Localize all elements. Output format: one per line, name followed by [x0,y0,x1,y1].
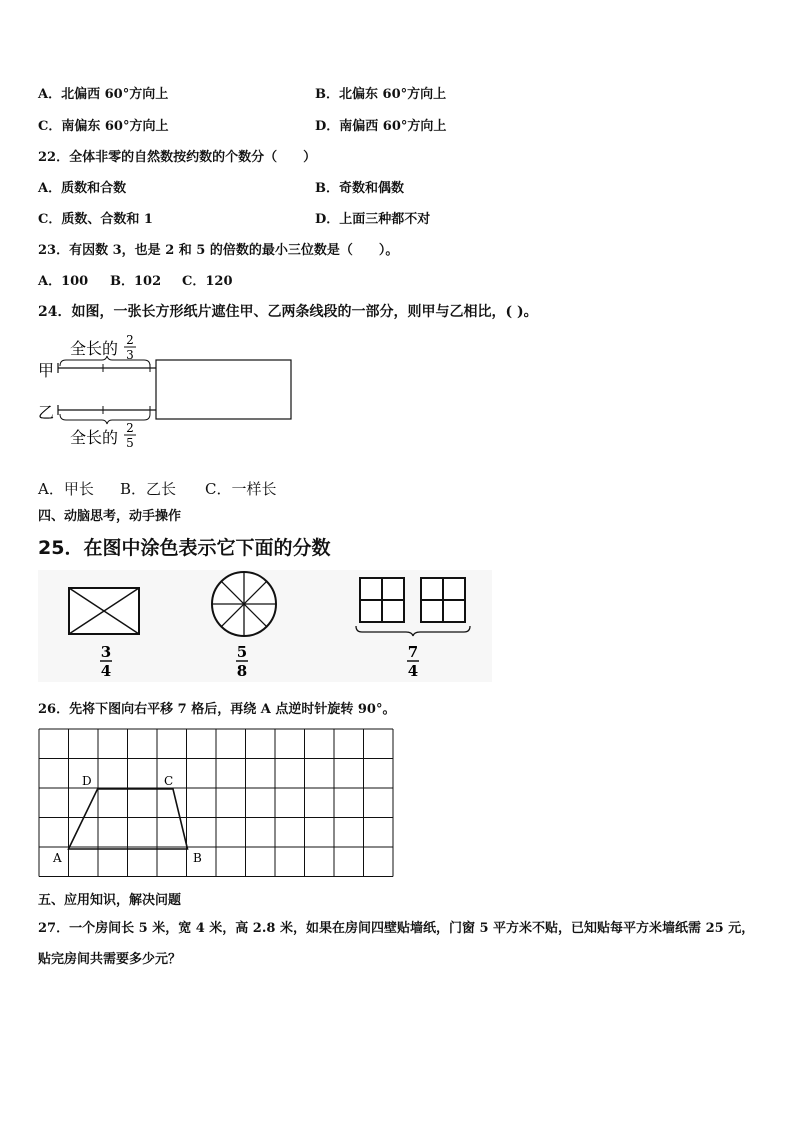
q23-option-c: C．120 [182,274,233,289]
q25-fraction-3-den: 4 [407,662,419,680]
q24-figure [30,330,310,456]
q22-option-d: D．上面三种都不对 [315,212,431,227]
q24-cover-rectangle [156,360,291,419]
q23-option-b: B．102 [110,274,162,289]
q24-yi-fraction-num: 2 [126,421,134,435]
q25-circle-eighths [212,572,276,636]
q21-option-a: A．北偏西 60°方向上 [38,87,169,102]
q21-option-c: C．南偏东 60°方向上 [38,119,169,134]
q25-fraction-1-num: 3 [100,643,112,661]
q24-jia-fraction-den: 3 [126,348,134,362]
q21-option-b: B．北偏东 60°方向上 [315,87,447,102]
q24-yi-caption-prefix: 全长的 [70,428,119,447]
section4-heading: 四、动脑思考，动手操作 [38,509,182,524]
q26-grid [39,729,393,877]
section5-heading: 五、应用知识，解决问题 [38,893,182,908]
q25-figure [38,570,492,682]
q24-jia-fraction-num: 2 [126,333,134,347]
q24-option-c: C．一样长 [205,480,277,498]
q26-label-a: A [53,851,62,865]
q26-label-b: B [193,851,202,865]
q22-option-c: C．质数、合数和 1 [38,212,153,227]
q23-option-a: A．100 [38,274,89,289]
q26-stem: 26．先将下图向右平移 7 格后，再绕 A 点逆时针旋转 90°。 [38,702,396,717]
q24-option-b: B．乙长 [120,480,177,498]
q25-fraction-2-num: 5 [236,643,248,661]
q21-option-d: D．南偏西 60°方向上 [315,119,447,134]
q25-stem: 25．在图中涂色表示它下面的分数 [38,537,331,559]
q24-yi-brace [60,414,150,424]
q25-fraction-2-den: 8 [236,662,248,680]
q24-stem: 24．如图，一张长方形纸片遮住甲、乙两条线段的一部分，则甲与乙相比，( )。 [38,304,538,320]
q24-option-a: A．甲长 [38,480,94,498]
q26-label-d: D [82,774,92,788]
q22-option-a: A．质数和合数 [38,181,127,196]
q24-label-jia: 甲 [38,361,55,380]
q23-stem: 23．有因数 3，也是 2 和 5 的倍数的最小三位数是（ ）。 [38,243,399,258]
q22-option-b: B．奇数和偶数 [315,181,405,196]
q26-label-c: C [164,774,174,788]
q27-line2: 贴完房间共需要多少元？ [38,952,182,967]
q24-label-yi: 乙 [38,403,55,422]
q27-line1: 27．一个房间长 5 米，宽 4 米，高 2.8 米，如果在房间四壁贴墙纸，门窗 5 平方米不贴，已知贴每平方米墙纸需 25 元， [38,921,755,936]
q26-grid-figure [38,726,396,880]
q25-fraction-3-num: 7 [407,643,419,661]
q24-yi-fraction-den: 5 [126,436,134,450]
q22-stem: 22．全体非零的自然数按约数的个数分（ ） [38,150,317,165]
q25-fraction-1-den: 4 [100,662,112,680]
q25-rectangle-quarters [69,588,139,634]
q24-jia-caption-prefix: 全长的 [70,339,119,358]
